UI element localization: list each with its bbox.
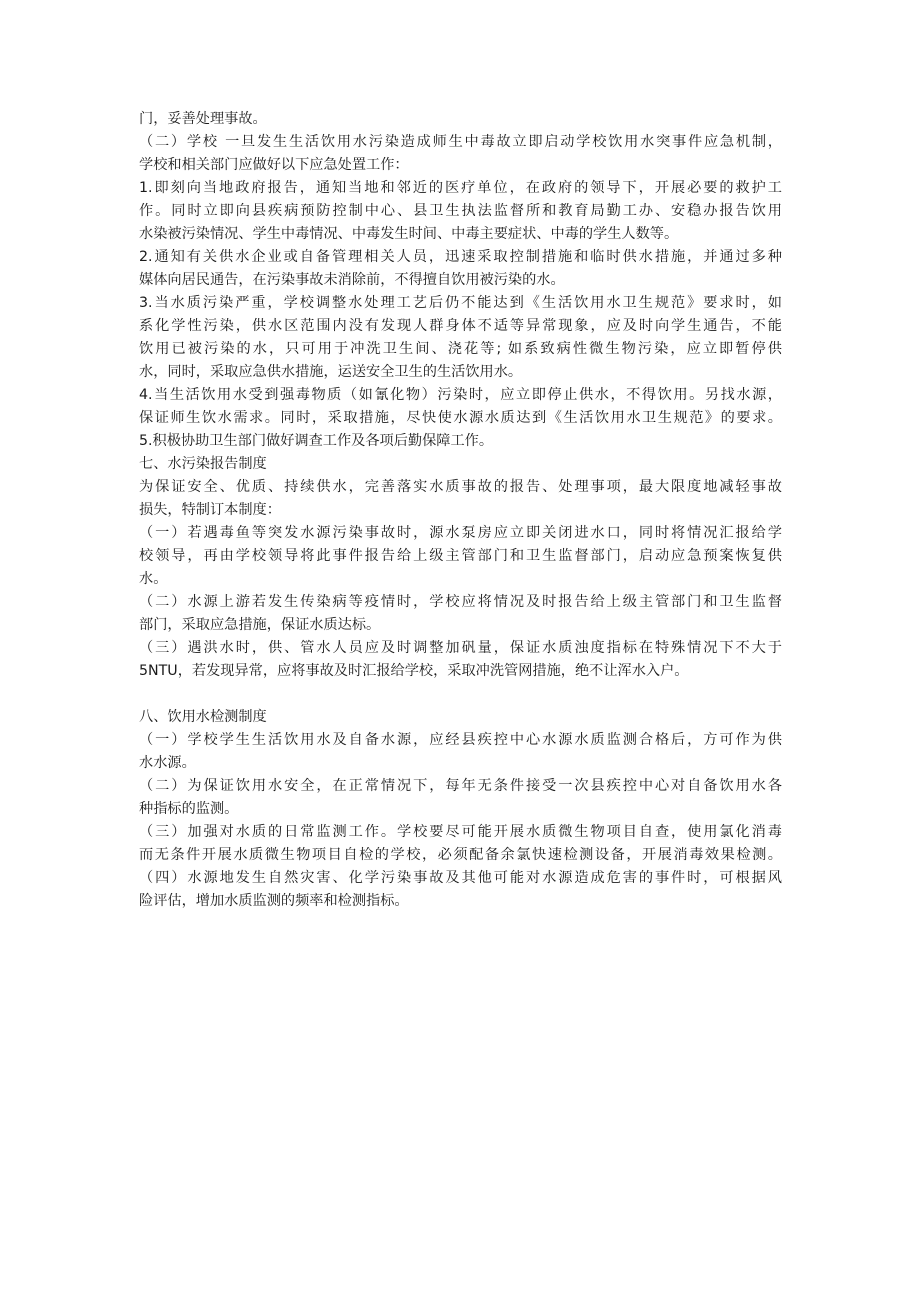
text-line: （二）学校 一旦发生生活饮用水污染造成师生中毒故立即启动学校饮用水突事件应急机制，: [139, 134, 782, 150]
text-line: 保证师生饮水需求。同时，采取措施，尽快使水源水质达到《生活饮用水卫生规范》的要求。: [139, 410, 782, 426]
text-line: （四）水源地发生自然灾害、化学污染事故及其他可能对水源造成危害的事件时，可根据风: [139, 870, 782, 886]
text-line: 部门，采取应急措施，保证水质达标。: [139, 617, 381, 633]
text-line: 媒体向居民通告，在污染事故未消除前，不得擅自饮用被污染的水。: [139, 272, 565, 288]
document-page: [139, 108, 782, 913]
text-line: 种指标的监测。: [139, 801, 239, 817]
text-line: 饮用已被污染的水，只可用于冲洗卫生间、浇花等; 如系致病性微生物污染，应立即暂停供: [139, 341, 782, 357]
text-line: 损失，特制订本制度：: [139, 502, 281, 518]
text-line: 而无条件开展水质微生物项目自检的学校，必须配备余氯快速检测设备，开展消毒效果检测。: [139, 847, 782, 863]
text-line: 系化学性污染，供水区范围内没有发现人群身体不适等异常现象，应及时向学生通告，不能: [139, 318, 782, 334]
text-line: 水染被污染情况、学生中毒情况、中毒发生时间、中毒主要症状、中毒的学生人数等。: [139, 226, 679, 242]
text-line: 1.即刻向当地政府报告，通知当地和邻近的医疗单位，在政府的领导下，开展必要的救护工: [139, 180, 782, 196]
text-line: （三）遇洪水时，供、管水人员应及时调整加矾量，保证水质浊度指标在特殊情况下不大于: [139, 640, 782, 656]
text-line: 八、饮用水检测制度: [139, 709, 267, 725]
text-line: 5NTU，若发现异常，应将事故及时汇报给学校，采取冲洗管网措施，绝不让浑水入户。: [139, 663, 689, 679]
text-line: 2.通知有关供水企业或自备管理相关人员，迅速采取控制措施和临时供水措施，并通过多种: [139, 249, 782, 265]
text-line: 水。: [139, 571, 168, 587]
text-line: 门，妥善处理事故。: [139, 111, 267, 127]
text-line: 校领导，再由学校领导将此事件报告给上级主管部门和卫生监督部门，启动应急预案恢复供: [139, 548, 782, 564]
text-line: 3.当水质污染严重，学校调整水处理工艺后仍不能达到《生活饮用水卫生规范》要求时，如: [139, 295, 782, 311]
text-line: （三）加强对水质的日常监测工作。学校要尽可能开展水质微生物项目自查，使用氯化消毒: [139, 824, 782, 840]
text-line: 4.当生活饮用水受到强毒物质（如氰化物）污染时，应立即停止供水，不得饮用。另找水源，: [139, 387, 782, 403]
text-line: 学校和相关部门应做好以下应急处置工作：: [139, 157, 409, 173]
text-line: （二）为保证饮用水安全，在正常情况下，每年无条件接受一次县疾控中心对自备饮用水各: [139, 778, 782, 794]
text-line: 险评估，增加水质监测的频率和检测指标。: [139, 893, 409, 909]
text-line: 七、水污染报告制度: [139, 456, 267, 472]
text-line: （二）水源上游若发生传染病等疫情时，学校应将情况及时报告给上级主管部门和卫生监督: [139, 594, 782, 610]
text-line: 水，同时，采取应急供水措施，运送安全卫生的生活饮用水。: [139, 364, 523, 380]
text-line: （一）若遇毒鱼等突发水源污染事故时，源水泵房应立即关闭进水口，同时将情况汇报给学: [139, 525, 782, 541]
text-line: （一）学校学生生活饮用水及自备水源，应经县疾控中心水源水质监测合格后，方可作为供: [139, 732, 782, 748]
text-line: 作。同时立即向县疾病预防控制中心、县卫生执法监督所和教育局勤工办、安稳办报告饮用: [139, 203, 782, 219]
blank-line: [139, 683, 782, 706]
text-line: 5.积极协助卫生部门做好调查工作及各项后勤保障工作。: [139, 433, 494, 449]
text-line: 水水源。: [139, 755, 196, 771]
text-line: 为保证安全、优质、持续供水，完善落实水质事故的报告、处理事项，最大限度地减轻事故: [139, 479, 782, 495]
